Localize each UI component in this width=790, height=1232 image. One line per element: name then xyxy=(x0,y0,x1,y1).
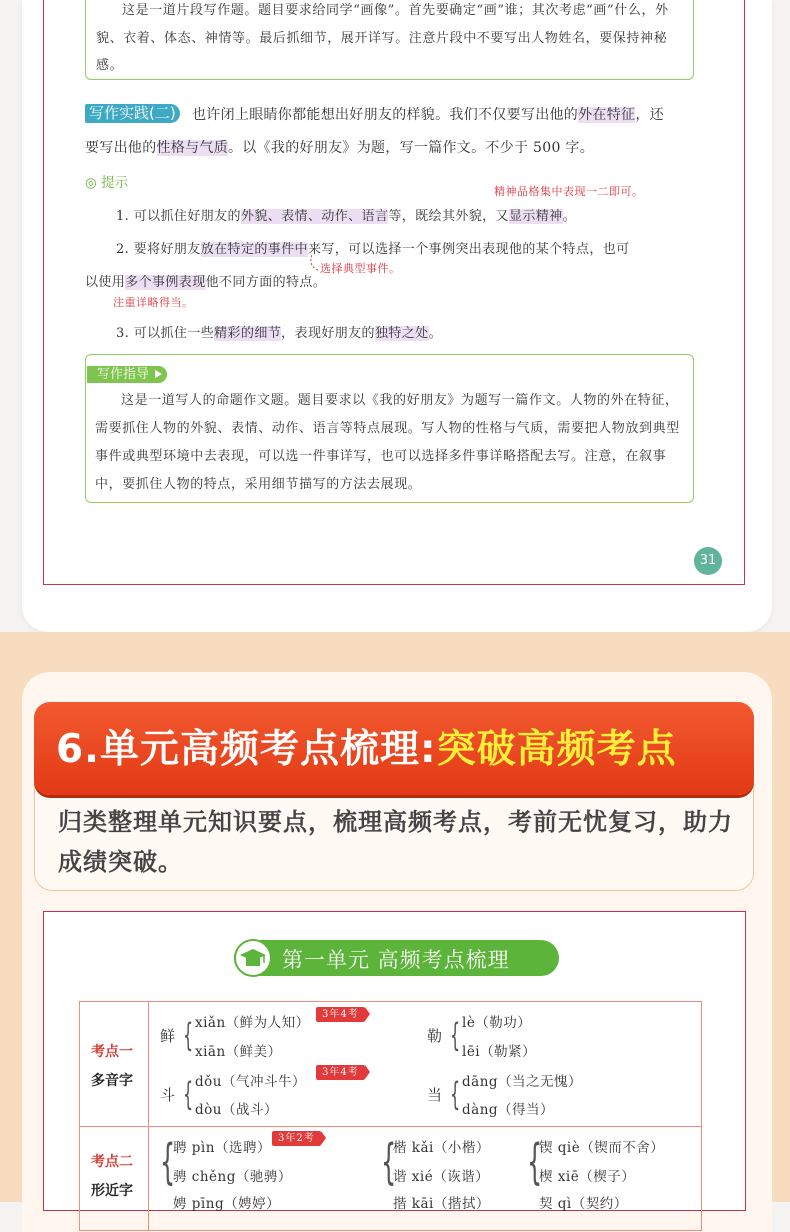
guide-label: 写作指导 xyxy=(87,366,167,383)
frequency-badge: 3年4考 xyxy=(316,1007,365,1022)
frequency-badge: 3年4考 xyxy=(316,1065,365,1080)
brace: { xyxy=(450,1075,461,1113)
polyphone-reading: lēi（勒紧） xyxy=(462,1044,537,1060)
similar-char-item: 楔 xiē（楔子） xyxy=(539,1169,636,1185)
polyphone-char: 当 xyxy=(427,1086,443,1104)
practice-line-2: 要写出他的性格与气质。以《我的好朋友》为题，写一篇作文。不少于 500 字。 xyxy=(85,140,595,156)
brace: { xyxy=(450,1016,461,1054)
hint-item-2-line-2: 以使用多个事例表现他不同方面的特点。 xyxy=(85,275,327,290)
similar-char-item: 骋 chěng（驰骋） xyxy=(173,1169,292,1185)
kp2-name: 形近字 xyxy=(91,1183,133,1199)
hint-item-1: 1. 可以抓住好朋友的外貌、表情、动作、语言等，既绘其外貌，又显示精神。 xyxy=(116,209,576,224)
polyphone-char: 斗 xyxy=(160,1086,176,1104)
polyphone-reading: xiǎn（鲜为人知） xyxy=(195,1015,310,1031)
graduation-cap-icon xyxy=(234,939,272,977)
section-title: 6.单元高频考点梳理:突破高频考点 xyxy=(56,727,677,772)
kp1-name: 多音字 xyxy=(91,1073,133,1089)
polyphone-char: 勒 xyxy=(427,1027,443,1045)
polyphone-reading: lè（勒功） xyxy=(462,1015,532,1031)
polyphone-reading: dòu（战斗） xyxy=(195,1102,278,1118)
brace: { xyxy=(527,1134,543,1190)
analysis-text: 这是一道片段写作题。题目要求给同学“画像”。首先要确定“画”谁；其次考虑“画”什么，外貌、衣着、体态、神情等。最后抓细节，展开详写。注意片段中不要写出人物姓名，要保持神秘感。 xyxy=(96,3,669,73)
polyphone-char: 鲜 xyxy=(160,1027,176,1045)
similar-char-item: 娉 pīng（娉婷） xyxy=(173,1196,281,1212)
brace: { xyxy=(183,1075,194,1113)
brace: { xyxy=(381,1134,397,1190)
similar-char-item: 楷 kǎi（小楷） xyxy=(393,1140,490,1156)
similar-char-item: 谐 xié（诙谐） xyxy=(393,1169,490,1185)
annotation-typical-event: 选择典型事件。 xyxy=(320,262,401,275)
polyphone-reading: xiān（鲜美） xyxy=(195,1044,282,1060)
similar-char-item: 聘 pìn（选聘） xyxy=(173,1140,271,1156)
annotation-spirit: 精神品格集中表现一二即可。 xyxy=(494,185,644,198)
polyphone-reading: dāng（当之无愧） xyxy=(462,1074,583,1090)
hint-label: ◎ 提示 xyxy=(85,175,129,191)
hint-item-2-line-1: 2. 要将好朋友放在特定的事件中来写，可以选择一个事例突出表现他的某个特点，也可 xyxy=(116,242,630,257)
table-row-divider xyxy=(79,1126,702,1127)
kp2-label: 考点二 xyxy=(91,1154,133,1170)
practice-label: 写作实践(二) xyxy=(85,104,180,123)
section-description: 归类整理单元知识要点，梳理高频考点，考前无忧复习，助力成绩突破。 xyxy=(58,808,733,876)
unit-heading: 第一单元 高频考点梳理 xyxy=(282,948,510,972)
polyphone-reading: dǒu（气冲斗牛） xyxy=(195,1074,306,1090)
brace: { xyxy=(183,1016,194,1054)
kp1-label: 考点一 xyxy=(91,1044,133,1060)
hint-item-3: 3. 可以抓住一些精彩的细节，表现好朋友的独特之处。 xyxy=(116,326,442,341)
guide-text: 这是一道写人的命题作文题。题目要求以《我的好朋友》为题写一篇作文。人物的外在特征，需要抓住人物的外貌、表情、动作、语言等特点展现。写人物的性格与气质，需要把人物放到典型事件或典型环境中去表现，可以选一件事详写，也可以选择多件事详略搭配去写。注意，在叙事中，要抓住人物的特点，采用细节描写的方法去展现。 xyxy=(95,393,680,492)
page-number: 31 xyxy=(694,547,722,575)
similar-char-item: 契 qì（契约） xyxy=(539,1196,628,1212)
annotation-detail: 注重详略得当。 xyxy=(113,296,194,309)
analysis-box xyxy=(85,0,694,80)
table-column-divider xyxy=(148,1001,149,1231)
brace: { xyxy=(160,1134,176,1190)
practice-line-1: 也许闭上眼睛你都能想出好朋友的样貌。我们不仅要写出他的外在特征，还 xyxy=(192,107,664,123)
similar-char-item: 锲 qiè（锲而不舍） xyxy=(539,1140,665,1156)
frequency-badge: 3年2考 xyxy=(272,1131,321,1146)
polyphone-reading: dàng（得当） xyxy=(462,1102,555,1118)
similar-char-item: 揩 kāi（揩拭） xyxy=(393,1196,490,1212)
